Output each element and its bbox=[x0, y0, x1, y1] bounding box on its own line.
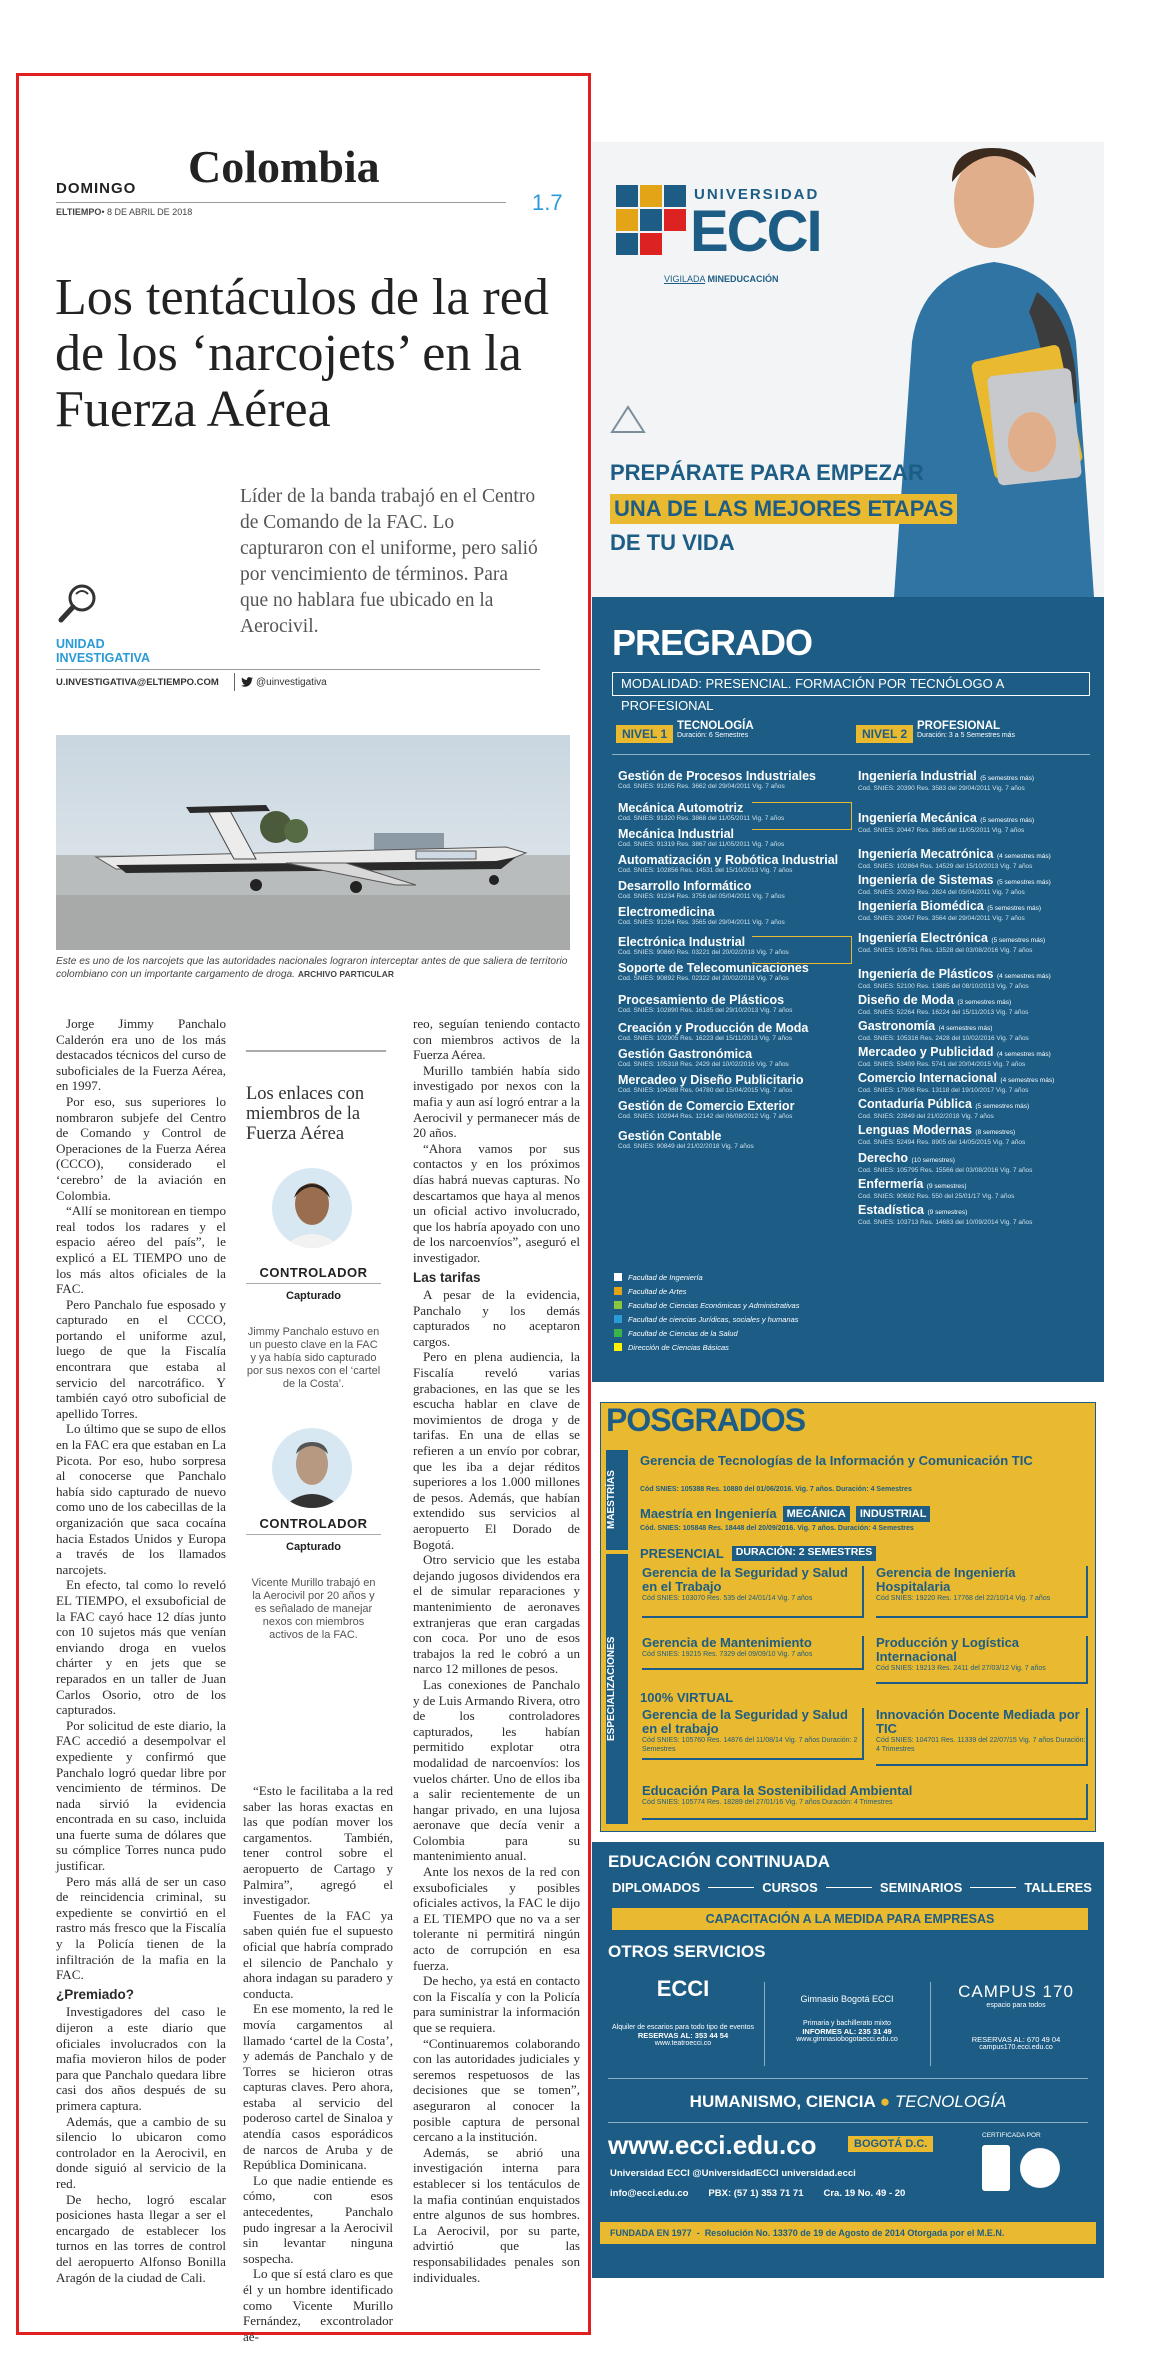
program-title: Ingeniería Mecatrónica (4 semestres más) bbox=[858, 847, 1051, 861]
pregrado-item bbox=[618, 1022, 853, 1043]
cert-badge-2 bbox=[1020, 2148, 1060, 2188]
caption-text: Este es uno de los narcojets que las autoridades nacionales lograron interceptar antes de que saliera de territorio colombiano con un importante cargamento de droga. bbox=[56, 956, 568, 980]
resolucion-text: Resolución No. 13370 de 19 de Agosto de 2014 Otorgada por el M.E.N. bbox=[704, 2228, 1005, 2238]
pregrado-item bbox=[618, 962, 853, 983]
program-connector bbox=[752, 802, 852, 830]
brand-ecci: ECCI bbox=[690, 199, 821, 264]
legend-item bbox=[614, 1328, 799, 1338]
e5-box bbox=[642, 1708, 864, 1760]
e2-sub: Cód SNIES: 19220 Res. 17768 del 22/10/14 Vig. 7 años bbox=[876, 1595, 1051, 1602]
legend-item bbox=[614, 1272, 799, 1282]
triangle-icon bbox=[610, 404, 646, 434]
program-title: Procesamiento de Plásticos bbox=[618, 993, 785, 1007]
page-number: 1.7 bbox=[532, 190, 563, 215]
otros-title: OTROS SERVICIOS bbox=[608, 1942, 766, 1961]
nivel1-badge: NIVEL 1 bbox=[616, 725, 673, 743]
program-code: Cod. SNIES: 17908 Res. 13118 del 19/10/2017 Vig. 7 años bbox=[858, 1087, 1029, 1094]
program-title: Enfermería (9 semestres) bbox=[858, 1177, 967, 1191]
web-rule bbox=[608, 2122, 1088, 2123]
campus-logo: CAMPUS 170 bbox=[958, 1982, 1074, 2001]
program-title: Creación y Producción de Moda bbox=[618, 1021, 809, 1035]
pregrado-item bbox=[618, 770, 853, 791]
col1b-paragraphs bbox=[56, 2004, 226, 2285]
legend-label: Facultad de ciencias Jurídicas, sociales y humanas bbox=[628, 1314, 799, 1324]
paragraph: Lo último que se supo de ellos en la FAC era que estaban en La Picota. Por eso, hubo sorpresa al conocerse que Panchalo había sido capturado de nuevo como uno de los cabecillas de la organización que saca cocaína hacia Estados Unidos y Europa a través de los llamados narcojets. bbox=[56, 1421, 227, 1577]
program-title: Mercadeo y Publicidad (4 semestres más) bbox=[858, 1045, 1051, 1059]
unit-email[interactable]: U.INVESTIGATIVA@ELTIEMPO.COM bbox=[56, 677, 219, 688]
legend-label: Facultad de Artes bbox=[628, 1286, 687, 1296]
program-code: Cod. SNIES: 91319 Res. 3867 del 11/05/2011 Vig. 7 años bbox=[618, 841, 785, 848]
paragraph: En efecto, tal como lo reveló EL TIEMPO, el exsuboficial de la FAC cayó hace 12 días junto con 10 sujetos más que venían enviando droga en vuelos chárter y en jets que se reparados en un taller de Juan Carlos Osorio, otro de los capturados. bbox=[56, 1577, 226, 1718]
program-connector bbox=[752, 936, 852, 964]
day-label: DOMINGO bbox=[56, 180, 137, 197]
program-title: Ingeniería Industrial (5 semestres más) bbox=[858, 769, 1035, 783]
paragraph: Ante los nexos de la red con exsuboficiales y posibles oficiales activos, la FAC le dijo a EL TIEMPO que no va a ser tolerante ni permitirá ningún acto de corrupción en esa fuerza. bbox=[413, 1864, 580, 1973]
campus-phone: RESERVAS AL: 670 49 04 bbox=[971, 2035, 1061, 2044]
program-title: Mercadeo y Diseño Publicitario bbox=[618, 1073, 804, 1087]
program-code: Cod. SNIES: 52494 Res. 8905 del 14/05/2015 Vig. 7 años bbox=[858, 1139, 1026, 1146]
program-code: Cod. SNIES: 53409 Res. 5741 del 20/04/2015 Vig. 7 años bbox=[858, 1061, 1026, 1068]
legend-label: Facultad de Ingeniería bbox=[628, 1272, 703, 1282]
e7-sub: Cód SNIES: 105774 Res. 18289 del 27/01/16 Vig. 7 años Duración: 4 Trimestres bbox=[642, 1799, 893, 1806]
email[interactable]: info@ecci.edu.co bbox=[610, 2188, 689, 2199]
subhead-premiado: ¿Premiado? bbox=[56, 1986, 135, 2002]
program-code: Cod. SNIES: 52264 Res. 16224 del 15/11/2013 Vig. 7 años bbox=[858, 1009, 1029, 1016]
program-code: Cod. SNIES: 91320 Res. 3868 del 11/05/2011 Vig. 7 años bbox=[618, 815, 785, 822]
legend-item bbox=[614, 1342, 799, 1352]
m2-industrial: INDUSTRIAL bbox=[856, 1506, 931, 1522]
program-code: Cod. SNIES: 102890 Res. 16185 del 29/10/2013 Vig. 7 años bbox=[618, 1007, 793, 1014]
nivel2-t: PROFESIONAL bbox=[917, 720, 1001, 732]
m2-title bbox=[640, 1506, 930, 1522]
contact-divider bbox=[234, 673, 235, 691]
program-title: Gestión de Comercio Exterior bbox=[618, 1099, 795, 1113]
pregrado-item bbox=[618, 880, 853, 901]
legend-item bbox=[614, 1300, 799, 1310]
human-rule bbox=[608, 2078, 1088, 2079]
nivel-rule bbox=[612, 754, 1090, 755]
slogan-line1 bbox=[610, 460, 924, 486]
program-code: Cod. SNIES: 105795 Res. 15566 del 03/08/2016 Vig. 7 años bbox=[858, 1167, 1033, 1174]
paragraph: A pesar de la evidencia, Panchalo y los demás capturados no aceptaron cargos. bbox=[413, 1287, 580, 1349]
pregrado-item bbox=[858, 874, 1093, 897]
m1-sub: Cód SNIES: 105388 Res. 10880 del 01/06/2016. Vig. 7 años. Duración: 4 Semestres bbox=[640, 1486, 912, 1493]
unit-rule bbox=[56, 669, 540, 670]
program-title: Ingeniería Mecánica (5 semestres más) bbox=[858, 811, 1035, 825]
teatro-web[interactable]: www.teatroecci.co bbox=[654, 2040, 712, 2047]
program-title: Ingeniería Biomédica (5 semestres más) bbox=[858, 899, 1042, 913]
program-title: Mecánica Industrial bbox=[618, 827, 735, 841]
legend-label: Facultad de Ciencias Económicas y Administrativas bbox=[628, 1300, 800, 1310]
program-code: Cod. SNIES: 90692 Res. 550 del 25/01/17 Vig. 7 años bbox=[858, 1193, 1015, 1200]
program-code: Cod. SNIES: 91265 Res. 3662 del 29/04/2011 Vig. 7 años bbox=[618, 783, 785, 790]
program-title: Automatización y Robótica Industrial bbox=[618, 853, 839, 867]
program-title: Ingeniería Electrónica (5 semestres más) bbox=[858, 931, 1046, 945]
pregrado-item bbox=[618, 828, 853, 849]
website[interactable]: www.ecci.edu.co bbox=[608, 2130, 817, 2160]
legend-item bbox=[614, 1286, 799, 1296]
program-code: Cod. SNIES: 90860 Res. 03221 del 20/02/2018 Vig. 7 años bbox=[618, 949, 789, 956]
slogan1b: EMPEZAR bbox=[816, 460, 924, 485]
presencial-label bbox=[640, 1546, 876, 1561]
legend-swatch bbox=[614, 1343, 622, 1351]
gimnasio-text: Primaria y bachillerato mixto bbox=[803, 2020, 891, 2027]
pregrado-item bbox=[618, 994, 853, 1015]
pregrado-item bbox=[858, 812, 1093, 835]
paragraph: Por solicitud de este diario, la FAC accedió a desempolvar el expediente y confirmó que Panchalo logró quedar libre por vencimiento de términos. De nada sirvió la evidencia encontrada en su caso, incluida una fuerte suma de dólares que su cómplice Torres nunca pudo justificar. bbox=[56, 1717, 226, 1874]
paragraph: De hecho, ya está en contacto con la Fiscalía y con la Policía para suministrar la información que se requiera. bbox=[413, 1973, 580, 2035]
teatro-phone: RESERVAS AL: 353 44 54 bbox=[637, 2031, 729, 2040]
program-code: Cod. SNIES: 22849 del 21/02/2018 Vig. 7 años bbox=[858, 1113, 994, 1120]
program-title: Contaduría Pública (5 semestres más) bbox=[858, 1097, 1030, 1111]
legend-label: Dirección de Ciencias Básicas bbox=[628, 1342, 729, 1352]
program-code: Cod. SNIES: 105316 Res. 2428 del 10/02/2016 Vig. 7 años bbox=[858, 1035, 1029, 1042]
pregrado-item bbox=[858, 932, 1093, 955]
paragraph: “Allí se monitorean en tiempo real todos los radares y el espacio aéreo del país”, le explicó a EL TIEMPO uno de los más altos oficiales de la FAC. bbox=[56, 1203, 226, 1297]
col3b-paragraphs bbox=[413, 1287, 580, 2285]
magnifier-icon bbox=[56, 582, 100, 626]
cont-title: EDUCACIÓN CONTINUADA bbox=[608, 1852, 830, 1871]
service-divider-2 bbox=[930, 1982, 931, 2066]
m2-mecanica: MECÁNICA bbox=[783, 1506, 850, 1522]
pregrado-item bbox=[858, 1020, 1093, 1043]
e1-box bbox=[642, 1566, 864, 1618]
tecnologia-text: TECNOLOGÍA bbox=[894, 2092, 1007, 2111]
program-code: Cod. SNIES: 90892 Res. 02322 del 20/02/2018 Vig. 7 años bbox=[618, 975, 789, 982]
pregrado-item bbox=[618, 1074, 853, 1095]
pregrado-item bbox=[858, 1178, 1093, 1201]
certificada-label: CERTIFICADA POR bbox=[982, 2132, 1041, 2139]
program-title: Gestión Gastronómica bbox=[618, 1047, 753, 1061]
paragraph: Jorge Jimmy Panchalo Calderón era uno de los más destacados técnicos del curso de suboficiales de la Fuerza Aérea, en 1997. bbox=[56, 1016, 226, 1094]
brand-universidad: UNIVERSIDAD bbox=[694, 186, 820, 203]
program-code: Cod. SNIES: 91264 Res. 3565 del 29/04/2011 Vig. 7 años bbox=[618, 919, 785, 926]
capacitacion-banner: CAPACITACIÓN A LA MEDIDA PARA EMPRESAS bbox=[612, 1908, 1088, 1930]
paragraph: Además, que a cambio de su silencio lo ubicaron como controlador en la Aerocivil, en donde siguió al servicio de la red. bbox=[56, 2113, 226, 2191]
nivel2-title bbox=[917, 720, 1015, 739]
paragraph: Fuentes de la FAC ya saben quién fue el supuesto oficial que habría comprado el silencio de Panchalo y ahora indagan su paradero y conducta. bbox=[243, 1907, 393, 2001]
pregrado-item bbox=[858, 1204, 1093, 1227]
slogan-line2: UNA DE LAS MEJORES ETAPAS bbox=[610, 494, 957, 524]
program-code: Cod. SNIES: 102905 Res. 16223 del 15/11/2013 Vig. 7 años bbox=[618, 1035, 792, 1042]
program-code: Cod. SNIES: 103713 Res. 14683 del 10/09/2014 Vig. 7 años bbox=[858, 1219, 1033, 1226]
pregrado-item bbox=[858, 770, 1093, 793]
cert-badge-1 bbox=[982, 2145, 1010, 2191]
program-code: Cod. SNIES: 20029 Res. 2824 del 05/04/2011 Vig. 7 años bbox=[858, 889, 1025, 896]
program-title: Soporte de Telecomunicaciones bbox=[618, 961, 809, 975]
col3-paragraphs bbox=[413, 1016, 580, 1266]
col1-paragraphs bbox=[56, 1016, 226, 1983]
city-badge: BOGOTÁ D.C. bbox=[848, 2136, 933, 2152]
paragraph: Pero más allá de ser un caso de reincidencia criminal, su expediente se convirtió en el rastro más fresco que la Fiscalía y la Policía tienen de la infiltración de la mafia en la FAC. bbox=[56, 1873, 226, 1983]
contact-line bbox=[610, 2188, 905, 2199]
program-title: Electrónica Industrial bbox=[618, 935, 746, 949]
unit-twitter[interactable]: @uinvestigativa bbox=[256, 677, 327, 688]
service-divider-1 bbox=[764, 1982, 765, 2066]
pregrado-item bbox=[858, 900, 1093, 923]
subhead: Líder de la banda trabajó en el Centro de Comando de la FAC. Lo capturaron con el uniforme, pero salió por vencimiento de términos. Para que no hablara fue ubicado en la Aerocivil. bbox=[240, 486, 538, 637]
program-code: Cod. SNIES: 102856 Res. 14531 del 15/10/2013 Vig. 7 años bbox=[618, 867, 793, 874]
p2-status: Capturado bbox=[286, 1541, 341, 1553]
avatar-murillo bbox=[272, 1428, 352, 1508]
legend-swatch bbox=[614, 1287, 622, 1295]
m1-title: Gerencia de Tecnologías de la Información y Comunicación TIC bbox=[640, 1453, 1033, 1468]
paragraph: Murillo también había sido investigado por nexos con la mafia y aun así logró entrar a la Aerocivil y permanecer más de 20 años. bbox=[413, 1062, 580, 1141]
program-title: Ingeniería de Sistemas (5 semestres más) bbox=[858, 873, 1051, 887]
program-code: Cod. SNIES: 91234 Res. 3756 del 05/04/2011 Vig. 7 años bbox=[618, 893, 785, 900]
cont-items bbox=[612, 1880, 1092, 1895]
pregrado-item bbox=[618, 854, 853, 875]
pregrado-item bbox=[618, 1100, 853, 1121]
posgrados-title: POSGRADOS bbox=[606, 1402, 806, 1438]
humanismo-text: HUMANISMO, CIENCIA bbox=[689, 2092, 876, 2111]
e3-sub: Cód SNIES: 19215 Res. 7329 del 09/09/10 Vig. 7 años bbox=[642, 1651, 813, 1658]
ecci-advertisement[interactable] bbox=[592, 142, 1104, 2278]
slogan-line3: DE TU VIDA bbox=[610, 530, 735, 555]
p1-rule bbox=[246, 1283, 381, 1284]
twitter-icon bbox=[241, 677, 253, 687]
fundada-banner: FUNDADA EN 1977 - Resolución No. 13370 de 19 de Agosto de 2014 Otorgada por el M.E.N. bbox=[600, 2222, 1096, 2244]
e7-title: Educación Para la Sostenibilidad Ambiental bbox=[642, 1783, 913, 1798]
e5-title: Gerencia de la Seguridad y Salud en el trabajo bbox=[642, 1707, 848, 1736]
faculty-legend bbox=[614, 1272, 799, 1356]
service-teatro bbox=[608, 1976, 758, 2047]
program-code: Cod. SNIES: 20447 Res. 3865 del 11/05/2011 Vig. 7 años bbox=[858, 827, 1025, 834]
e3-box bbox=[642, 1636, 864, 1670]
fundada-text: FUNDADA EN 1977 bbox=[610, 2228, 692, 2238]
pregrado-item bbox=[858, 1046, 1093, 1069]
pregrado-item bbox=[858, 1072, 1093, 1095]
e1-sub: Cód SNIES: 103070 Res. 535 del 24/01/14 Vig. 7 años bbox=[642, 1595, 813, 1602]
program-title: Desarrollo Informático bbox=[618, 879, 752, 893]
pregrado-item bbox=[858, 1152, 1093, 1175]
e4-box bbox=[876, 1636, 1088, 1684]
paragraph: Además, se abrió una investigación interna para establecer si los tentáculos de la mafia continúan enquistados entre algunos de sus hombres. La Aerocivil, por su parte, advirtió que las responsabilidades penales son individuales. bbox=[413, 2144, 580, 2285]
pregrado-item bbox=[858, 848, 1093, 871]
campus-web[interactable]: campus170.ecci.edu.co bbox=[979, 2044, 1053, 2051]
e3-title: Gerencia de Mantenimiento bbox=[642, 1635, 812, 1650]
program-code: Cod. SNIES: 102944 Res. 12142 del 06/08/2012 Vig. 7 años bbox=[618, 1113, 793, 1120]
paragraph: Lo que sí está claro es que él y un hombre identificado como Vicente Murillo Fernández, excontrolador aé- bbox=[243, 2266, 393, 2344]
cont-talleres: TALLERES bbox=[1024, 1880, 1092, 1895]
legend-label: Facultad de Ciencias de la Salud bbox=[628, 1328, 738, 1338]
teatro-logo: ECCI bbox=[656, 1976, 710, 2001]
paragraph: “Ahora vamos por sus contactos y en los próximos días habrá nuevas capturas. No descartamos que haya al menos un oficial activo involucrado, que los habría apoyado con uno de los narcoenvíos”, aseguró el investigador. bbox=[413, 1140, 580, 1265]
legend-swatch bbox=[614, 1329, 622, 1337]
program-title: Lenguas Modernas (8 semestres) bbox=[858, 1123, 1016, 1137]
especializaciones-tag: ESPECIALIZACIONES bbox=[606, 1554, 628, 1824]
m2-sub: Cód. SNIES: 105848 Res. 18448 del 20/09/2016. Vig. 7 años. Duración: 4 Semestres bbox=[640, 1525, 914, 1532]
headline: Los tentáculos de la red de los ‘narcojets’ en la Fuerza Aérea bbox=[55, 269, 549, 438]
e6-sub: Cód SNIES: 104701 Res. 11339 del 22/07/15 Vig. 7 años Duración: 4 Trimestres bbox=[876, 1737, 1086, 1753]
address: Cra. 19 No. 49 - 20 bbox=[823, 2188, 906, 2199]
pregrado-item bbox=[858, 1098, 1093, 1121]
nivel1-t: TECNOLOGÍA bbox=[677, 720, 754, 732]
date-label: • 8 DE ABRIL DE 2018 bbox=[101, 207, 193, 217]
gimnasio-web[interactable]: www.gimnasiobogotaecci.edu.co bbox=[796, 2036, 898, 2043]
program-title: Estadística (9 semestres) bbox=[858, 1203, 968, 1217]
p2-text: Vicente Murillo trabajó en la Aerocivil por 20 años y es señalado de manejar nexos con miembros activos de la FAC. bbox=[251, 1577, 376, 1641]
unit-line1: UNIDAD bbox=[56, 637, 105, 651]
social-line[interactable]: Universidad ECCI @UniversidadECCI universidad.ecci bbox=[610, 2168, 856, 2179]
sidebar-title: Los enlaces con miembros de la Fuerza Aérea bbox=[246, 1084, 365, 1144]
nivel2-badge: NIVEL 2 bbox=[856, 725, 913, 743]
nivel2-s: Duración: 3 a 5 Semestres más bbox=[917, 732, 1016, 739]
subhead-tarifas: Las tarifas bbox=[413, 1269, 481, 1285]
pregrado-item bbox=[858, 994, 1093, 1017]
e4-sub: Cód SNIES: 19213 Res. 2411 del 27/03/12 Vig. 7 años bbox=[876, 1665, 1046, 1672]
program-title: Diseño de Moda (3 semestres más) bbox=[858, 993, 1012, 1007]
p2-rule bbox=[246, 1534, 381, 1535]
column-3 bbox=[413, 1016, 580, 2285]
unit-line2: INVESTIGATIVA bbox=[56, 651, 150, 665]
program-code: Cod. SNIES: 90849 del 21/02/2018 Vig. 7 años bbox=[618, 1143, 754, 1150]
cont-seminarios: SEMINARIOS bbox=[879, 1880, 963, 1895]
program-code: Cod. SNIES: 105318 Res. 2429 del 10/02/2016 Vig. 7 años bbox=[618, 1061, 789, 1068]
e1-title: Gerencia de la Seguridad y Salud en el Trabajo bbox=[642, 1565, 848, 1594]
p2-role: CONTROLADOR bbox=[259, 1516, 368, 1531]
paragraph: Por eso, sus superiores lo nombraron subjefe del Centro de Comando y Control de Operaciones de la Fuerza Aérea (CCCO), considerado el ‘cerebro’ de la aviación en Colombia. bbox=[56, 1093, 226, 1203]
section-rule bbox=[56, 202, 506, 203]
paragraph: “Continuaremos colaborando con las autoridades judiciales y seremos respetuosos de las decisiones que se tomen”, aseguraron al conocer la posible captura de personal cercano a la institución. bbox=[413, 2035, 580, 2145]
pregrado-item bbox=[618, 1048, 853, 1069]
photo-caption bbox=[56, 955, 570, 981]
slogan1a: PREPÁRATE PARA bbox=[610, 460, 817, 485]
duracion-text: DURACIÓN: 2 SEMESTRES bbox=[732, 1546, 877, 1561]
paragraph: Otro servicio que les estaba dejando jugosos dividendos era el de simular reparaciones y mantenimiento de aeronaves extranjeras que eran cargadas con coca. Por uno de esos trabajos la red le cobró a un narco 12 millones de pesos. bbox=[413, 1552, 580, 1677]
section-name: Colombia bbox=[188, 141, 380, 192]
paragraph: Las conexiones de Panchalo y de Luis Armando Rivera, otro de los controladores capturados, les habían permitido explotar otra modalidad de narcoenvíos: los vuelos chárter. Uno de ellos iba a salir recientemente de un hangar privado, en una lujosa aeronave que decía venir a Colombia para su mantenimiento anual. bbox=[413, 1676, 580, 1864]
paragraph: reo, seguían teniendo contacto con miembros activos de la Fuerza Aérea. bbox=[413, 1016, 580, 1063]
paragraph: De hecho, logró escalar posiciones hasta llegar a ser el encargado de establecer los turnos en las torres de control del aeropuerto Alfonso Bonilla Aragón de la ciudad de Cali. bbox=[56, 2191, 226, 2285]
e5-sub: Cód SNIES: 105760 Res. 14876 del 11/08/14 Vig. 7 años Duración: 2 Semestres bbox=[642, 1737, 858, 1753]
e6-title: Innovación Docente Mediada por TIC bbox=[876, 1707, 1080, 1736]
e2-box bbox=[876, 1566, 1088, 1618]
p1-status: Capturado bbox=[286, 1290, 341, 1302]
pregrado-item bbox=[858, 968, 1093, 991]
dateline bbox=[56, 207, 192, 217]
gimnasio-phone: INFORMES AL: 235 31 49 bbox=[802, 2027, 892, 2036]
column-1 bbox=[56, 1016, 226, 2285]
photo-credit: ARCHIVO PARTICULAR bbox=[297, 969, 395, 979]
unit-label bbox=[56, 637, 150, 665]
program-title: Derecho (10 semestres) bbox=[858, 1151, 955, 1165]
jet-photo bbox=[56, 735, 570, 950]
program-title: Comercio Internacional (4 semestres más) bbox=[858, 1071, 1055, 1085]
program-code: Cod. SNIES: 104388 Res. 04780 del 15/04/2015 Vig. 7 años bbox=[618, 1087, 793, 1094]
program-title: Electromedicina bbox=[618, 905, 715, 919]
p1-role: CONTROLADOR bbox=[259, 1265, 368, 1280]
legend-item bbox=[614, 1314, 799, 1324]
gimnasio-logo: Gimnasio Bogotá ECCI bbox=[800, 1994, 894, 2004]
legend-swatch bbox=[614, 1273, 622, 1281]
paragraph: Pero en plena audiencia, la Fiscalía reveló varias grabaciones, en las que se les escucha hablar en clave de movimientos de droga y de tarifas. En una de ellas se refieren a un envío por cobrar, que les iba a dejar réditos superiores a los 1.000 millones de pesos. Además, que habían extendido sus servicios al aeropuerto El Dorado de Bogotá. bbox=[413, 1349, 580, 1552]
vigilada bbox=[664, 274, 779, 284]
paragraph: Lo que nadie entiende es cómo, con esos antecedentes, Panchalo pudo ingresar a la Aerocivil sin levantar ninguna sospecha. bbox=[243, 2172, 393, 2266]
service-campus bbox=[936, 1976, 1096, 2051]
virtual-label: 100% VIRTUAL bbox=[640, 1690, 734, 1705]
column-2 bbox=[243, 1783, 393, 2344]
sidebar-rule bbox=[246, 1050, 386, 1052]
program-code: Cod. SNIES: 52100 Res. 13885 del 08/10/2013 Vig. 7 años bbox=[858, 983, 1029, 990]
source-label: ELTIEMPO bbox=[56, 207, 102, 217]
program-title: Ingeniería de Plásticos (4 semestres más) bbox=[858, 967, 1051, 981]
pregrado-item bbox=[858, 1124, 1093, 1147]
cont-diplomados: DIPLOMADOS bbox=[612, 1880, 701, 1895]
program-title: Gastronomía (4 semestres más) bbox=[858, 1019, 993, 1033]
program-code: Cod. SNIES: 102864 Res. 14529 del 15/10/2013 Vig. 7 años bbox=[858, 863, 1033, 870]
e6-box bbox=[876, 1708, 1088, 1766]
service-gimnasio bbox=[772, 1976, 922, 2043]
pregrado-title: PREGRADO bbox=[612, 622, 813, 663]
campus-tag: espacio para todos bbox=[986, 2002, 1046, 2009]
e7-box bbox=[642, 1784, 1088, 1820]
m2-label: Maestría en Ingeniería bbox=[640, 1506, 777, 1521]
maestrias-tag: MAESTRÍAS bbox=[606, 1450, 628, 1550]
pregrado-item bbox=[618, 906, 853, 927]
modalidad-box: MODALIDAD: PRESENCIAL. FORMACIÓN POR TECNÓLOGO A PROFESIONAL bbox=[612, 672, 1090, 696]
program-code: Cod. SNIES: 105761 Res. 13528 del 03/08/2016 Vig. 7 años bbox=[858, 947, 1033, 954]
program-code: Cod. SNIES: 20047 Res. 3564 del 29/04/2011 Vig. 7 años bbox=[858, 915, 1025, 922]
p1-text: Jimmy Panchalo estuvo en un puesto clave en la FAC y ya había sido capturado por sus nexos con el ‘cartel de la Costa’. bbox=[246, 1326, 381, 1390]
e2-title: Gerencia de Ingeniería Hospitalaria bbox=[876, 1565, 1016, 1594]
program-title: Gestión de Procesos Industriales bbox=[618, 769, 816, 783]
presencial-text: PRESENCIAL bbox=[640, 1546, 724, 1561]
avatar-panchalo bbox=[272, 1168, 352, 1248]
paragraph: Pero Panchalo fue esposado y capturado en el CCCO, portando el uniforme azul, luego de que la Fiscalía encontrara que estaba al servicio del narcotráfico. Y también cayó otro suboficial de apellido Torres. bbox=[56, 1296, 226, 1421]
program-title: Gestión Contable bbox=[618, 1129, 722, 1143]
paragraph: “Esto le facilitaba a la red saber las horas exactas en las que podían mover los cargamentos. También, tener control sobre el aeropuerto de Cartago y Palmira”, agregó el investigador. bbox=[243, 1783, 393, 1908]
program-code: Cod. SNIES: 20390 Res. 3583 del 29/04/2011 Vig. 7 años bbox=[858, 785, 1025, 792]
student-photo bbox=[882, 142, 1104, 597]
paragraph: Investigadores del caso le dijeron a este diario que oficiales involucrados con la mafia movieron hilos de poder para que Panchalo quedara libre casi dos años después de su primera captura. bbox=[56, 2004, 226, 2113]
mineducacion-label: MINEDUCACIÓN bbox=[707, 274, 779, 284]
legend-swatch bbox=[614, 1315, 622, 1323]
cont-cursos: CURSOS bbox=[762, 1880, 818, 1895]
paragraph: En ese momento, la red le movía cargamentos al llamado ‘cartel de la Costa’, y además de Panchalo y de Torres se hicieron otras capturas claves. Pero ahora, estaba al servicio del poderoso cartel de Sinaloa y atendía casos esporádicos de narcos de Aruba y de República Dominicana. bbox=[243, 2001, 393, 2173]
humanismo-line: HUMANISMO, CIENCIA ● TECNOLOGÍA bbox=[689, 2092, 1007, 2111]
teatro-text: Alquiler de escarios para todo tipo de eventos bbox=[611, 2024, 755, 2031]
legend-swatch bbox=[614, 1301, 622, 1309]
pbx: PBX: (57 1) 353 71 71 bbox=[708, 2188, 804, 2199]
ecci-logo-mark bbox=[616, 185, 686, 257]
nivel1-s: Duración: 6 Semestres bbox=[677, 732, 749, 739]
nivel1-title bbox=[677, 720, 754, 739]
e4-title: Producción y Logística Internacional bbox=[876, 1635, 1020, 1664]
pregrado-item bbox=[618, 1130, 853, 1151]
program-title: Mecánica Automotriz bbox=[618, 801, 744, 815]
vigilada-label: VIGILADA bbox=[664, 274, 706, 284]
